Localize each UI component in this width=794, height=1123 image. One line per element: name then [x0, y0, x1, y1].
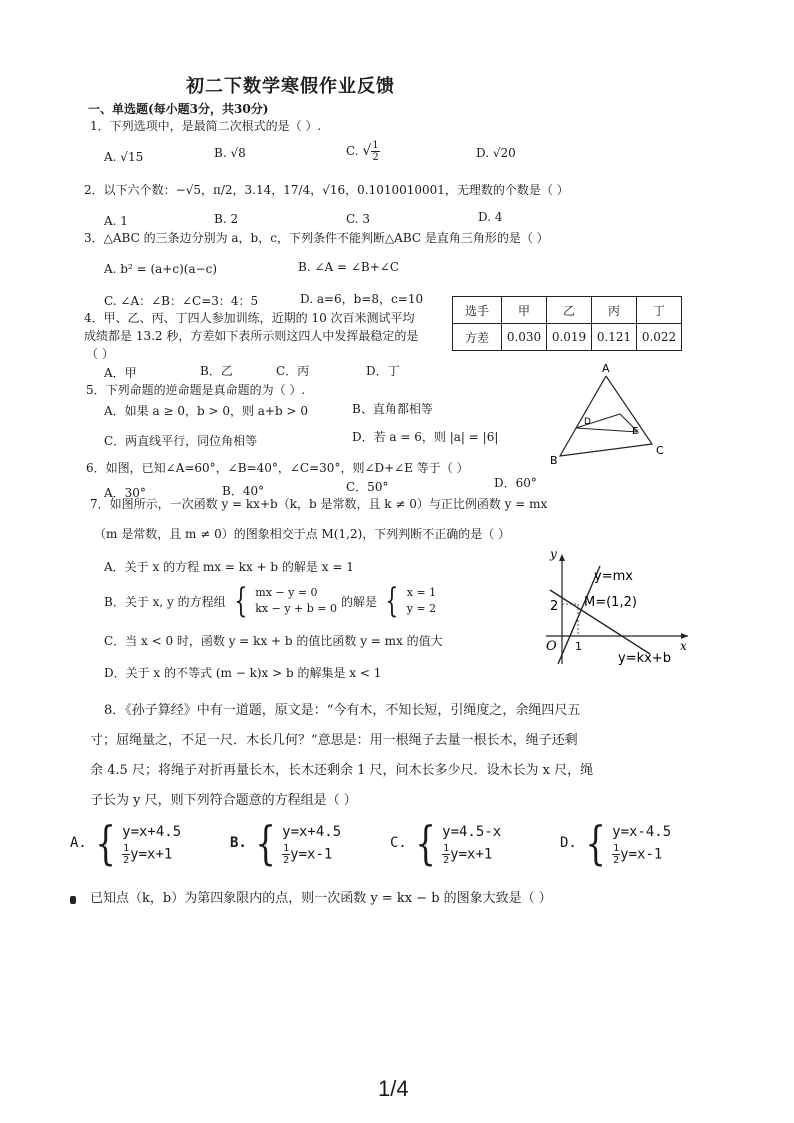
q8-options: [70, 816, 710, 870]
fraction-numerator: 1: [443, 842, 450, 854]
q3-option-d: D. a=6，b=8，c=10: [300, 292, 424, 306]
q8-equation-1: y=x+4.5: [282, 823, 342, 840]
q1-option-b: B. √8: [214, 146, 246, 160]
q8-equation-2: y=x+1: [130, 846, 173, 862]
q1-option-c: C. √ $\frac{1}{2}$: [346, 140, 379, 163]
table-cell: 0.121: [592, 324, 637, 351]
q2-option-a: A. 1: [104, 214, 128, 228]
q3-option-c: C. ∠A：∠B：∠C=3：4：5: [104, 294, 259, 308]
table-header-cell: 选手: [453, 297, 502, 324]
q6-option-c: C．50°: [346, 480, 389, 494]
table-header-cell: 乙: [547, 297, 592, 324]
q5-option-d: D．若 a = 6，则 |a| = |6|: [352, 430, 499, 444]
q8-option-label: B.: [230, 835, 247, 851]
label-c: C: [656, 444, 664, 457]
q8-equation-1: y=x-4.5: [612, 823, 672, 840]
q7-option-c: C．当 x < 0 时，函数 y = kx + b 的值比函数 y = mx 的值大: [104, 634, 443, 648]
point-m-label: M=(1,2): [584, 595, 637, 610]
question-2-stem: 2．以下六个数：−√5，π/2，3.14，17/4，√16，0.1010010001，无理数的个数是（ ）: [84, 183, 569, 197]
fraction-numerator: 1: [613, 842, 620, 854]
variance-table: [452, 296, 682, 351]
question-4-line2: 成绩都是 13.2 秒，方差如下表所示则这四人中发挥最稳定的是: [84, 329, 419, 343]
q8-option-b: [230, 816, 390, 870]
brace-icon: {: [233, 581, 247, 621]
fraction-numerator: 1: [283, 842, 290, 854]
q8-option-a: [70, 816, 230, 870]
brace-icon: {: [585, 816, 606, 870]
label-b: B: [550, 454, 558, 466]
variance-table-header-row: [453, 297, 682, 324]
table-header-cell: 丙: [592, 297, 637, 324]
q7-option-b-prefix: B．关于 x, y 的方程组: [104, 594, 226, 609]
fraction-denominator: 2: [283, 854, 290, 866]
q7-b-solution-1: x = 1: [406, 586, 437, 599]
question-4-line3: （ ）: [86, 347, 114, 361]
question-3-stem: 3．△ABC 的三条边分别为 a，b，c，下列条件不能判断△ABC 是直角三角形的是（ ）: [84, 231, 549, 245]
question-7-line1: 7．如图所示，一次函数 y = kx+b（k，b 是常数，且 k ≠ 0）与正比例函数 y = mx: [90, 497, 548, 511]
question-8-line2: 寸；屈绳量之，不足一尺．木长几何？”意思是：用一根绳子去量一根长木，绳子还剩: [90, 733, 578, 748]
table-cell: 0.030: [502, 324, 547, 351]
q5-option-b: B、直角都相等: [352, 402, 433, 416]
q4-option-b: B．乙: [200, 364, 233, 378]
tick-1-label: 1: [575, 640, 582, 653]
question-8-line4: 子长为 y 尺，则下列符合题意的方程组是（ ）: [90, 793, 357, 808]
page-number: 1/4: [378, 1076, 409, 1101]
origin-label: O: [546, 639, 557, 654]
q1-c-numerator: 1: [372, 140, 379, 151]
q7-option-b: [104, 581, 437, 621]
q5-option-a: A．如果 a ≥ 0，b > 0，则 a+b > 0: [104, 404, 308, 418]
table-cell: 0.019: [547, 324, 592, 351]
q8-equation-2: y=x-1: [290, 846, 333, 862]
question-7-line2: （m 是常数，且 m ≠ 0）的图象相交于点 M(1,2)，下列判断不正确的是（ ）: [94, 527, 511, 541]
question-4-line1: 4．甲、乙、丙、丁四人参加训练，近期的 10 次百米测试平均: [84, 311, 415, 325]
question-6-stem: 6．如图，已知∠A=60°，∠B=40°，∠C=30°，则∠D+∠E 等于（ ）: [86, 461, 469, 475]
label-e: E: [632, 426, 639, 437]
q8-option-c: [390, 816, 560, 870]
q3-option-a: A. b² = (a+c)(a−c): [104, 262, 218, 276]
table-header-cell: 丁: [637, 297, 682, 324]
q8-equation-1: y=x+4.5: [122, 823, 182, 840]
bullet-mark-icon: [70, 896, 76, 904]
q8-option-label: C.: [390, 835, 407, 851]
q7-option-b-mid: 的解是: [341, 594, 378, 609]
q2-option-b: B. 2: [214, 212, 239, 226]
q1-c-denominator: 2: [372, 152, 379, 163]
q8-equation-2: y=x+1: [450, 846, 493, 862]
question-9-stem: 已知点（k，b）为第四象限内的点，则一次函数 y = kx − b 的图象大致是（ ）: [90, 891, 552, 906]
brace-icon: {: [95, 816, 116, 870]
fraction-denominator: 2: [443, 854, 450, 866]
variance-table-value-row: [453, 324, 682, 351]
y-axis-arrow-icon: [559, 554, 565, 561]
q2-option-d: D. 4: [478, 210, 503, 224]
q7-option-a: A．关于 x 的方程 mx = kx + b 的解是 x = 1: [104, 560, 354, 574]
q6-option-a: A．30°: [104, 486, 146, 500]
triangle-outline: [560, 376, 652, 456]
q8-option-d: [560, 816, 710, 870]
question-5-stem: 5．下列命题的逆命题是真命题的为（ ）.: [86, 383, 306, 397]
y-axis-label: y: [550, 547, 557, 561]
q5-option-c: C．两直线平行，同位角相等: [104, 434, 258, 448]
q6-option-b: B．40°: [222, 484, 265, 498]
q6-option-d: D．60°: [494, 476, 537, 490]
function-graph: [528, 544, 694, 668]
table-header-cell: 甲: [502, 297, 547, 324]
q2-option-c: C. 3: [346, 212, 371, 226]
triangle-figure: [548, 362, 678, 466]
q1-option-d: D. √20: [476, 146, 516, 160]
line-kx-label: y=kx+b: [618, 651, 671, 666]
q8-option-label: A.: [70, 835, 87, 851]
q8-equation-1: y=4.5-x: [442, 823, 502, 840]
label-d: D: [584, 417, 591, 427]
q8-option-label: D.: [560, 835, 577, 851]
q7-option-d: D．关于 x 的不等式 (m − k)x > b 的解集是 x < 1: [104, 666, 382, 680]
fraction-denominator: 2: [613, 854, 620, 866]
q8-equation-2: y=x-1: [620, 846, 663, 862]
q1-option-c-label: C.: [346, 144, 359, 158]
fraction-numerator: 1: [123, 842, 130, 854]
question-1-stem: 1．下列选项中，是最简二次根式的是（ ）.: [90, 119, 322, 133]
q7-b-equation-2: kx − y + b = 0: [255, 602, 338, 615]
q4-option-a: A．甲: [104, 366, 137, 380]
q3-option-b: B. ∠A = ∠B+∠C: [298, 260, 400, 274]
tick-2-label: 2: [550, 599, 559, 614]
fraction-denominator: 2: [123, 854, 130, 866]
q4-option-d: D．丁: [366, 364, 400, 378]
label-a: A: [602, 362, 610, 375]
brace-icon: {: [255, 816, 276, 870]
question-8-line1: 8．《孙子算经》中有一道题，原文是：“今有木，不知长短，引绳度之，余绳四尺五: [104, 703, 581, 718]
line-mx-label: y=mx: [594, 569, 633, 584]
q7-b-solution-2: y = 2: [406, 602, 437, 615]
q4-option-c: C．丙: [276, 364, 310, 378]
page-title: 初二下数学寒假作业反馈: [186, 76, 395, 97]
question-8-line3: 余 4.5 尺；将绳子对折再量长木，长木还剩余 1 尺，问木长多少尺．设木长为 x 尺，绳: [90, 763, 594, 778]
q1-option-a: A. √15: [104, 150, 144, 164]
table-cell: 方差: [453, 324, 502, 351]
brace-icon: {: [385, 581, 399, 621]
x-axis-label: x: [680, 639, 687, 653]
section-heading: 一、单选题(每小题3分，共30分): [88, 102, 269, 116]
brace-icon: {: [415, 816, 436, 870]
q7-b-equation-1: mx − y = 0: [255, 586, 318, 599]
table-cell: 0.022: [637, 324, 682, 351]
